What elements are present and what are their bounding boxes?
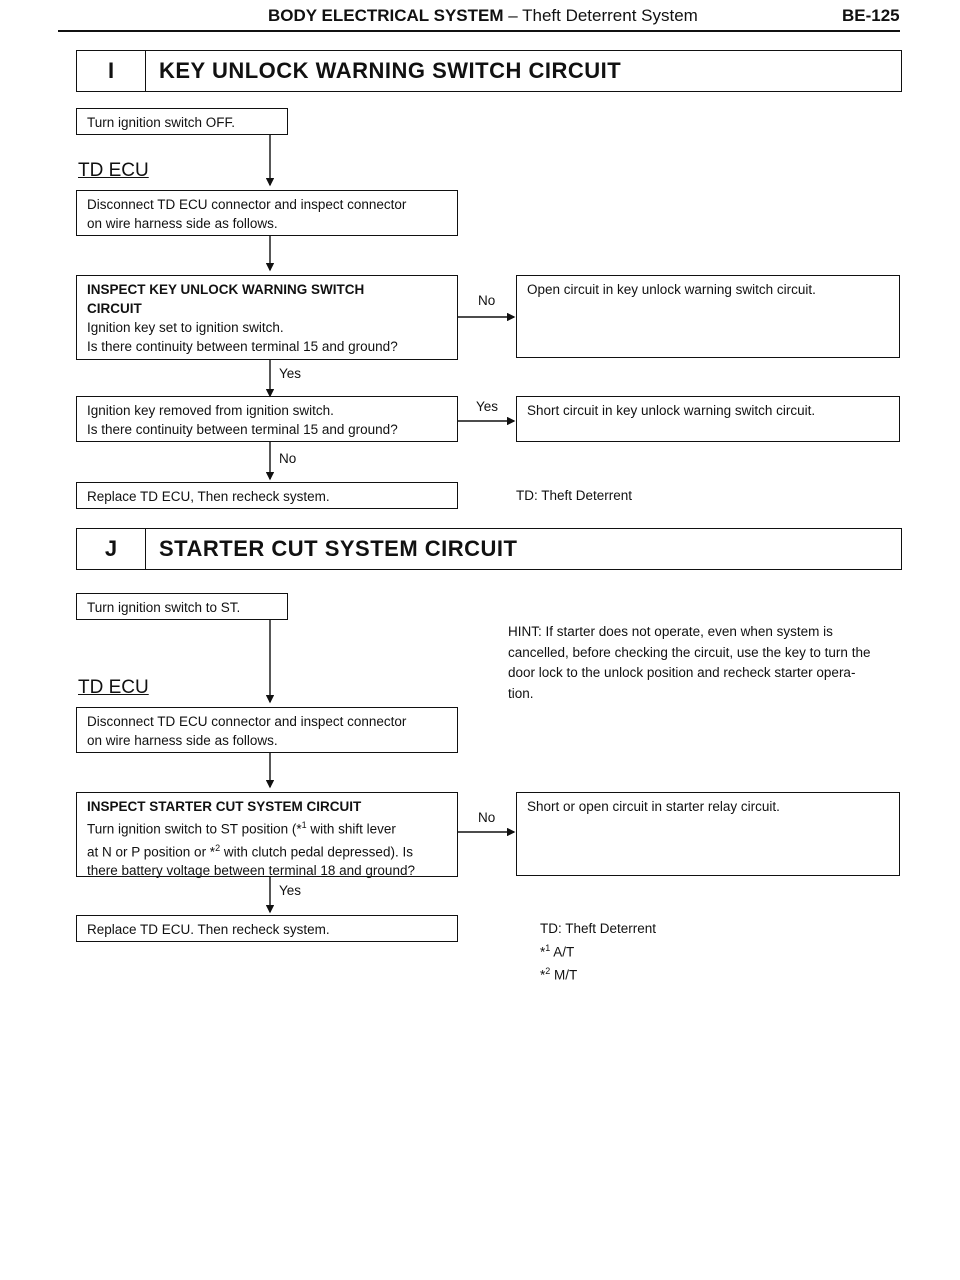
removed-line1: Ignition key removed from ignition switch. [87,403,334,418]
inspect-starter-cut-box [76,792,458,877]
td-note-j-line: TD: Theft Deterrent [540,921,657,936]
inspect-line2: Is there continuity between terminal 15 and ground? [87,339,398,354]
footnote-1-star: * [540,944,546,959]
replace-ecu-j: Replace TD ECU. Then recheck system. [76,915,458,942]
step-turn-ignition-off: Turn ignition switch OFF. [76,108,288,135]
header-title-rest: – Theft Deterrent System [503,6,698,25]
inspect-key-unlock-box [76,275,458,360]
removed-line2: Is there continuity between terminal 15 and ground? [87,422,398,437]
footnote-2-num: 2 [545,965,551,976]
result-short-circuit: Short circuit in key unlock warning switch circuit. [516,396,900,442]
inspect-starter-line2 [87,839,457,862]
label-yes-j: Yes [279,883,302,898]
inspect-starter-line1 [87,816,457,839]
inspect-starter-line2a: at N or P position or * [87,844,216,859]
step-disconnect-ecu-i [76,190,458,236]
inspect-starter-line1b: with shift lever [306,821,396,837]
label-yes-i: Yes [279,366,302,381]
section-i-letter: I [77,51,146,91]
footnote-1-num: 1 [545,942,551,953]
step-disconnect-line1: Disconnect TD ECU connector and inspect connector [87,197,407,212]
td-ecu-label-j: TD ECU [78,677,149,698]
footnote-2-mark: 2 [215,842,221,853]
hint-line4: tion. [508,685,534,701]
td-note-j [540,919,656,985]
inspect-title-line1: INSPECT KEY UNLOCK WARNING SWITCH [87,282,365,297]
td-note-i: TD: Theft Deterrent [516,488,633,503]
step-disconnect-j-line1: Disconnect TD ECU connector and inspect connector [87,714,407,729]
footnote-1 [540,939,656,962]
hint-note [508,622,902,704]
hint-line1: HINT: If starter does not operate, even when system is [508,624,833,639]
result-starter-relay: Short or open circuit in starter relay circuit. [516,792,900,876]
hint-line3: door lock to the unlock position and recheck starter opera- [508,665,856,680]
footnote-2-text: M/T [550,967,578,982]
label-no-i: No [478,293,496,308]
section-i-header [76,50,902,92]
label-yes-i-2: Yes [476,399,499,414]
footnote-1-mark: 1 [301,820,307,830]
section-i-title: KEY UNLOCK WARNING SWITCH CIRCUIT [159,58,622,83]
result-open-circuit: Open circuit in key unlock warning switch circuit. [516,275,900,358]
inspect-starter-line3: there battery voltage between terminal 18 and ground? [87,863,415,878]
step-disconnect-ecu-j [76,707,458,753]
step-disconnect-line2: on wire harness side as follows. [87,216,278,231]
footnote-2 [540,962,656,985]
page-number: BE-125 [842,6,900,25]
replace-ecu-i: Replace TD ECU, Then recheck system. [76,482,458,509]
header-title-bold: BODY ELECTRICAL SYSTEM [268,6,504,25]
hint-line2: cancelled, before checking the circuit, use the key to turn the [508,644,871,660]
ignition-key-removed-box [76,396,458,442]
inspect-title-line2: CIRCUIT [87,301,142,316]
step-disconnect-j-line2: on wire harness side as follows. [87,733,278,748]
footnote-2-star: * [540,967,546,982]
td-ecu-label-i: TD ECU [78,160,149,181]
section-j-letter: J [77,529,146,569]
footnote-1-text: A/T [550,944,575,959]
label-no-j: No [478,810,496,825]
inspect-line1: Ignition key set to ignition switch. [87,320,284,335]
step-turn-to-st: Turn ignition switch to ST. [76,593,288,620]
inspect-starter-title: INSPECT STARTER CUT SYSTEM CIRCUIT [87,799,362,814]
inspect-starter-line1a: Turn ignition switch to ST position (* [87,821,302,837]
section-j-title: STARTER CUT SYSTEM CIRCUIT [159,536,518,561]
inspect-starter-line2b: with clutch pedal depressed). Is [220,844,413,859]
section-j-header [76,528,902,570]
label-no-i-2: No [279,451,297,466]
